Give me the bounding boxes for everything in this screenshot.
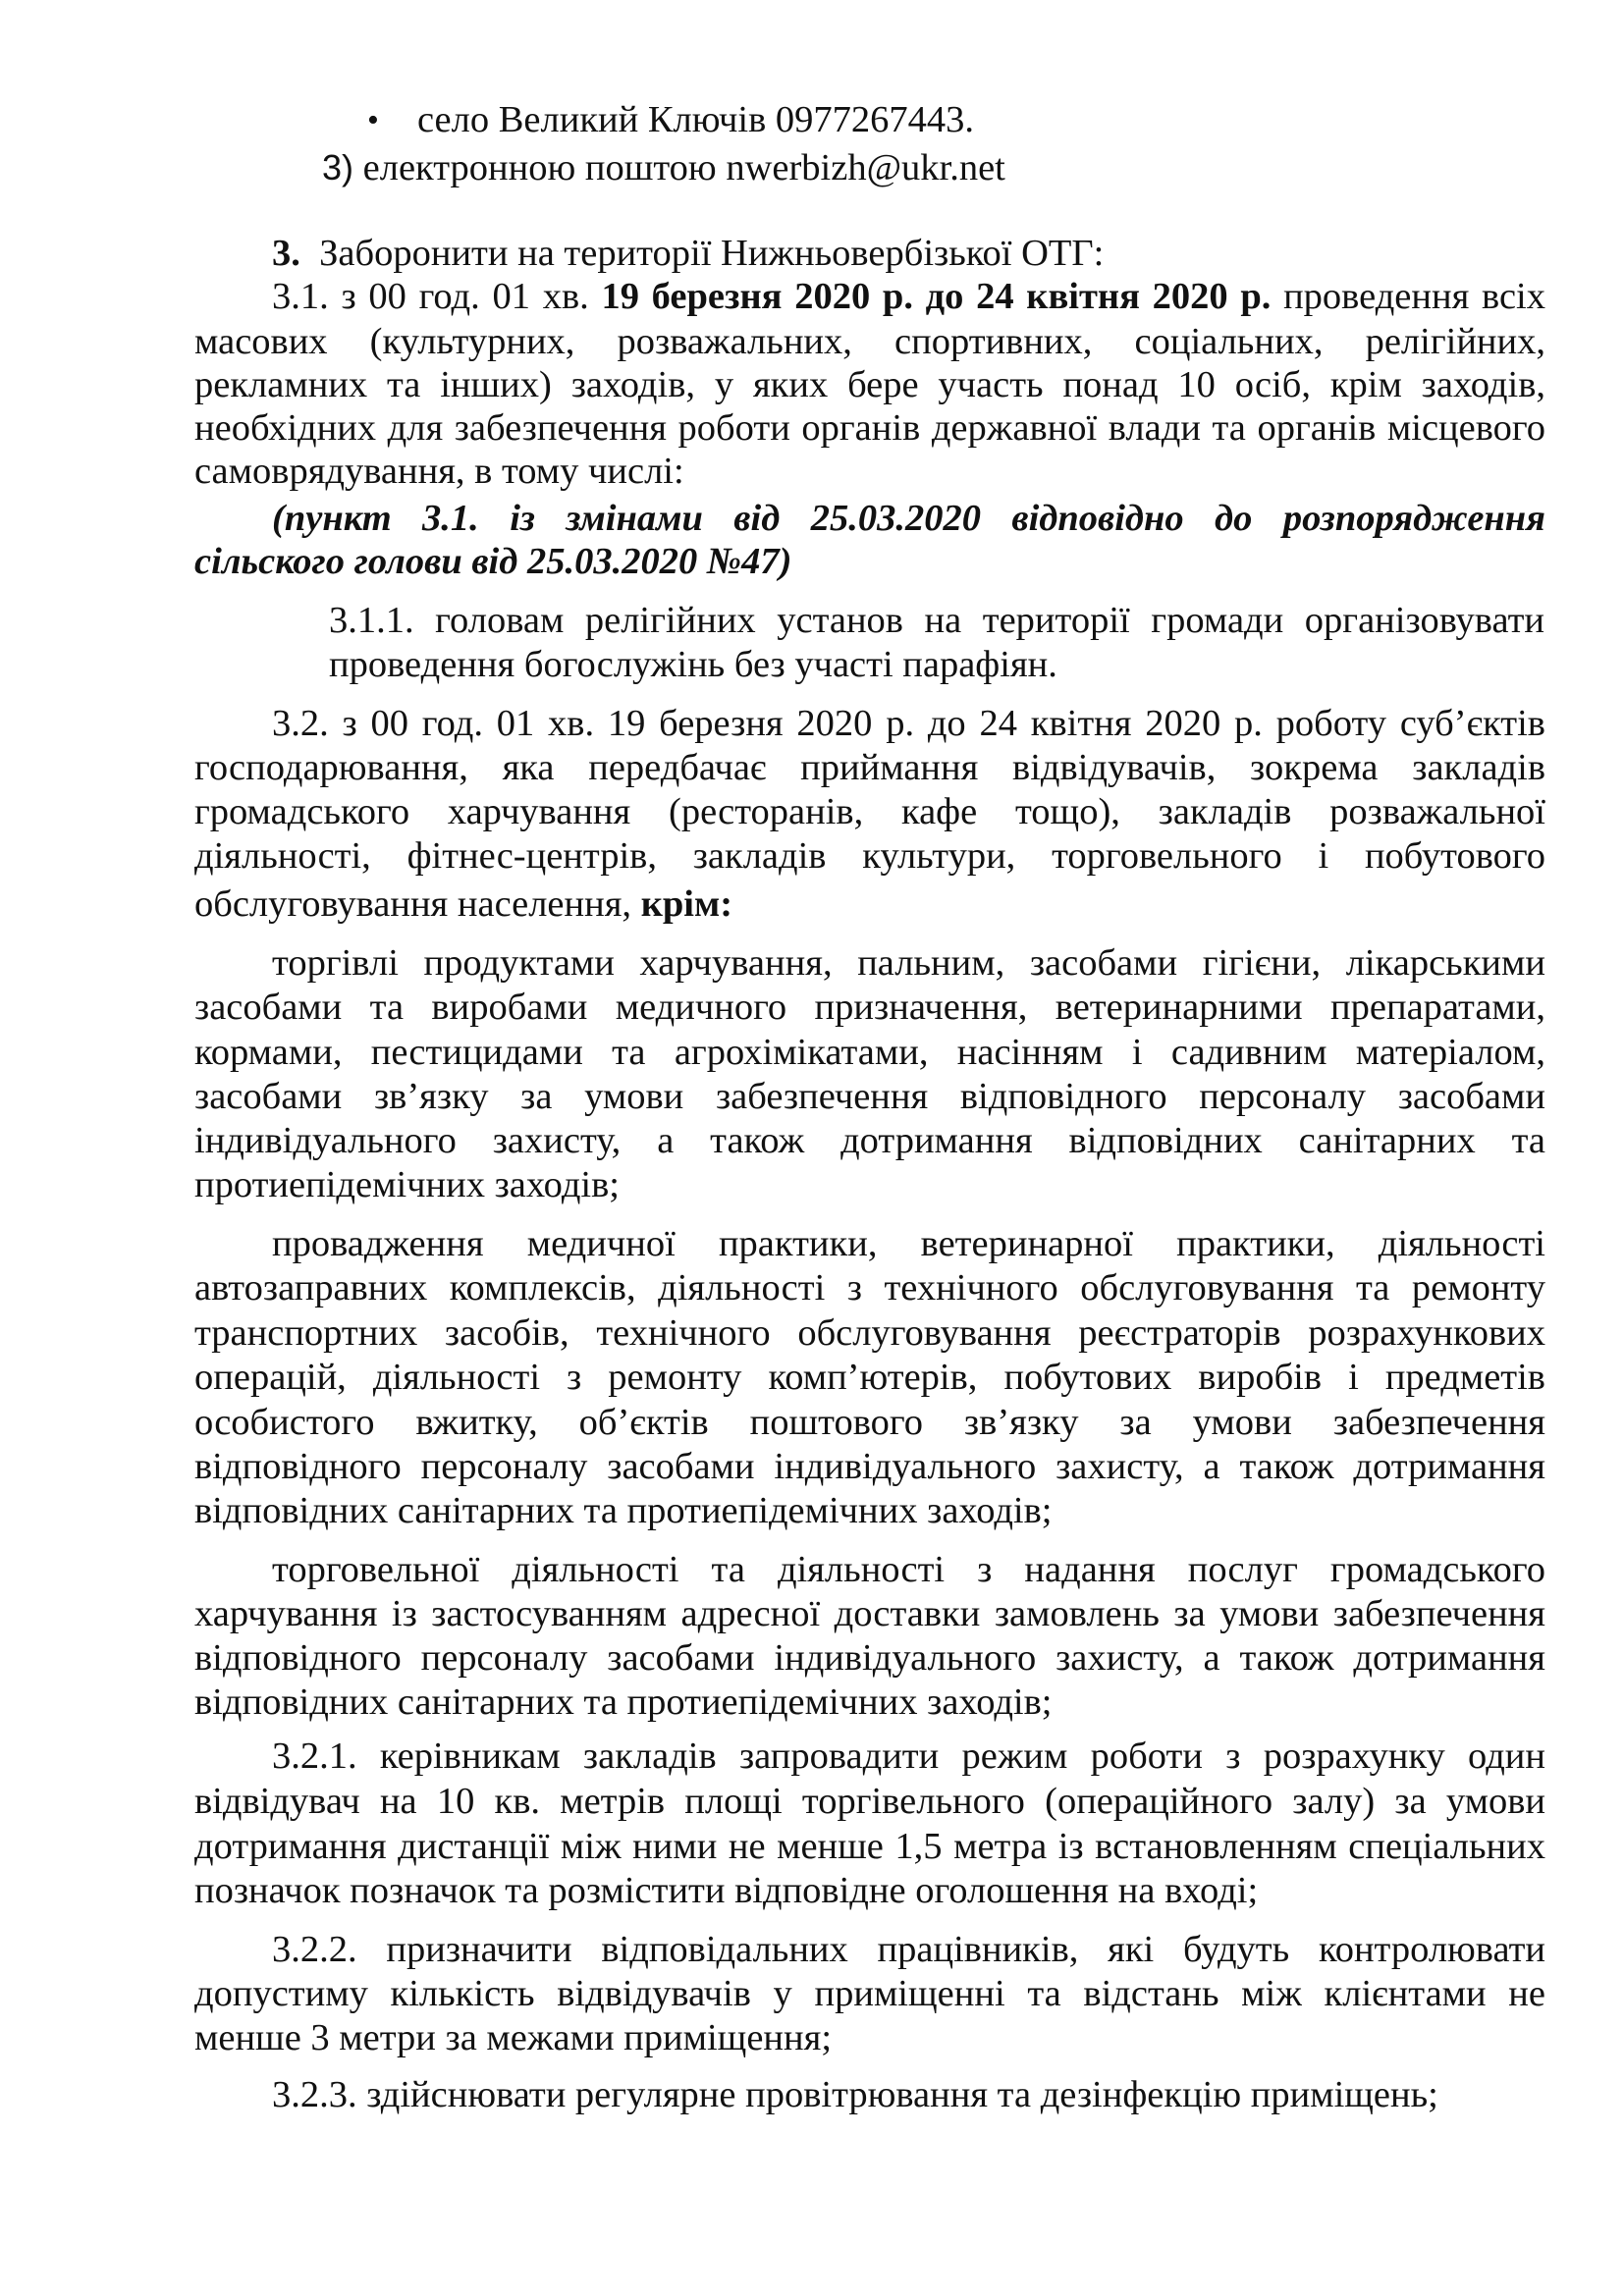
section-3-number: 3. (272, 233, 300, 274)
contact-bullet-item: село Великий Ключів 0977267443. (417, 99, 975, 140)
contact-email-num: 3) (322, 147, 354, 187)
exception-1-line: протиепідемічних заходів; (194, 1164, 620, 1205)
exception-1-line: торгівлі продуктами харчування, пальним, засобами гігієни, лікарськими (272, 942, 1545, 984)
exception-1-line: індивідуального захисту, а також дотримання відповідних санітарних та (194, 1120, 1545, 1161)
p32-last-text: обслуговування населення, (194, 883, 641, 925)
paragraph-3-2-line: громадського харчування (ресторанів, кафе тощо), закладів розважальної (194, 791, 1545, 832)
exception-2-line: провадження медичної практики, ветеринарної практики, діяльності (272, 1223, 1545, 1264)
paragraph-3-2-1-line: позначок позначок та розмістити відповідне оголошення на вході; (194, 1870, 1259, 1911)
paragraph-3-2-line (194, 882, 732, 927)
exception-3-line: відповідного персоналу засобами індивідуального захисту, а також дотримання (194, 1637, 1545, 1679)
bullet-icon: • (367, 102, 379, 138)
amendment-note-line: сільского голови від 25.03.2020 №47) (194, 541, 792, 582)
paragraph-3-2-line: діяльності, фітнес-центрів, закладів культури, торговельного і побутового (194, 835, 1545, 877)
paragraph-3-2-2-line: 3.2.2. призначити відповідальних працівників, які будуть контролювати (272, 1929, 1545, 1970)
paragraph-3-1-line: рекламних та інших) заходів, у яких бере участь понад 10 осіб, крім заходів, (194, 364, 1545, 405)
paragraph-3-2-2-line: допустиму кількість відвідувачів у приміщенні та відстань між клієнтами не (194, 1973, 1545, 2014)
exception-1-line: засобами та виробами медичного призначення, ветеринарними препаратами, (194, 987, 1545, 1028)
paragraph-3-2-2-line: менше 3 метри за межами приміщення; (194, 2017, 833, 2058)
exception-3-line: торговельної діяльності та діяльності з надання послуг громадського (272, 1549, 1545, 1590)
exception-2-line: операцій, діяльності з ремонту комп’ютерів, побутових виробів і предметів (194, 1357, 1545, 1398)
paragraph-3-1-1-line: 3.1.1. головам релігійних установ на території громади організовувати (329, 600, 1544, 641)
contact-email-item (322, 145, 1005, 189)
exception-3-line: відповідних санітарних та протиепідемічних заходів; (194, 1682, 1053, 1723)
paragraph-3-2-3-line: 3.2.3. здійснювати регулярне провітрювання та дезінфекцію приміщень; (272, 2074, 1438, 2115)
exception-2-line: транспортних засобів, технічного обслуговування реєстраторів розрахункових (194, 1312, 1545, 1354)
paragraph-3-1-line: самоврядування, в тому числі: (194, 451, 684, 492)
section-3-title: Заборонити на території Нижньовербізької ОТГ: (319, 233, 1105, 274)
amendment-note-line: (пункт 3.1. із змінами від 25.03.2020 відповідно до розпорядження (272, 498, 1545, 539)
exception-2-line: відповідних санітарних та протиепідемічних заходів; (194, 1490, 1053, 1531)
paragraph-3-1-1-line: проведення богослужінь без участі парафіян. (329, 644, 1057, 685)
paragraph-3-2-1-line: 3.2.1. керівникам закладів запровадити режим роботи з розрахунку один (272, 1735, 1545, 1777)
paragraph-3-2-1-line: відвідувач на 10 кв. метрів площі торгівельного (операційного залу) за умови (194, 1781, 1545, 1822)
exception-1-line: засобами зв’язку за умови забезпечення відповідного персоналу засобами (194, 1076, 1545, 1117)
section-3-heading (272, 232, 1104, 276)
exception-2-line: автозаправних комплексів, діяльності з технічного обслуговування та ремонту (194, 1267, 1545, 1308)
exception-3-line: харчування із застосуванням адресної доставки замовлень за умови забезпечення (194, 1593, 1545, 1634)
paragraph-3-1-line: масових (культурних, розважальних, спортивних, соціальних, релігійних, (194, 321, 1545, 362)
contact-email-text: електронною поштою nwerbizh@ukr.net (362, 147, 1005, 188)
paragraph-3-1-line-1 (272, 275, 1545, 319)
paragraph-3-2-1-line: дотримання дистанції між ними не менше 1,5 метра із встановленням спеціальних (194, 1826, 1545, 1867)
paragraph-3-1-line: необхідних для забезпечення роботи органів державної влади та органів місцевого (194, 407, 1545, 449)
exception-1-line: кормами, пестицидами та агрохімікатами, насінням і садивним матеріалом, (194, 1032, 1545, 1073)
exception-2-line: особистого вжитку, об’єктів поштового зв’язку за умови забезпечення (194, 1402, 1545, 1443)
exception-2-line: відповідного персоналу засобами індивідуального захисту, а також дотримання (194, 1446, 1545, 1487)
p31-seg-1: 3.1. з 00 год. 01 хв. (272, 276, 602, 317)
paragraph-3-2-line: господарювання, яка передбачає приймання відвідувачів, зокрема закладів (194, 747, 1545, 788)
paragraph-3-2-line: 3.2. з 00 год. 01 хв. 19 березня 2020 р. до 24 квітня 2020 р. роботу суб’єктів (272, 703, 1545, 744)
p31-seg-dates: 19 березня 2020 р. до 24 квітня 2020 р. (601, 276, 1272, 317)
p32-except-label: крім: (640, 883, 733, 925)
p31-seg-3: проведення всіх (1271, 276, 1545, 317)
